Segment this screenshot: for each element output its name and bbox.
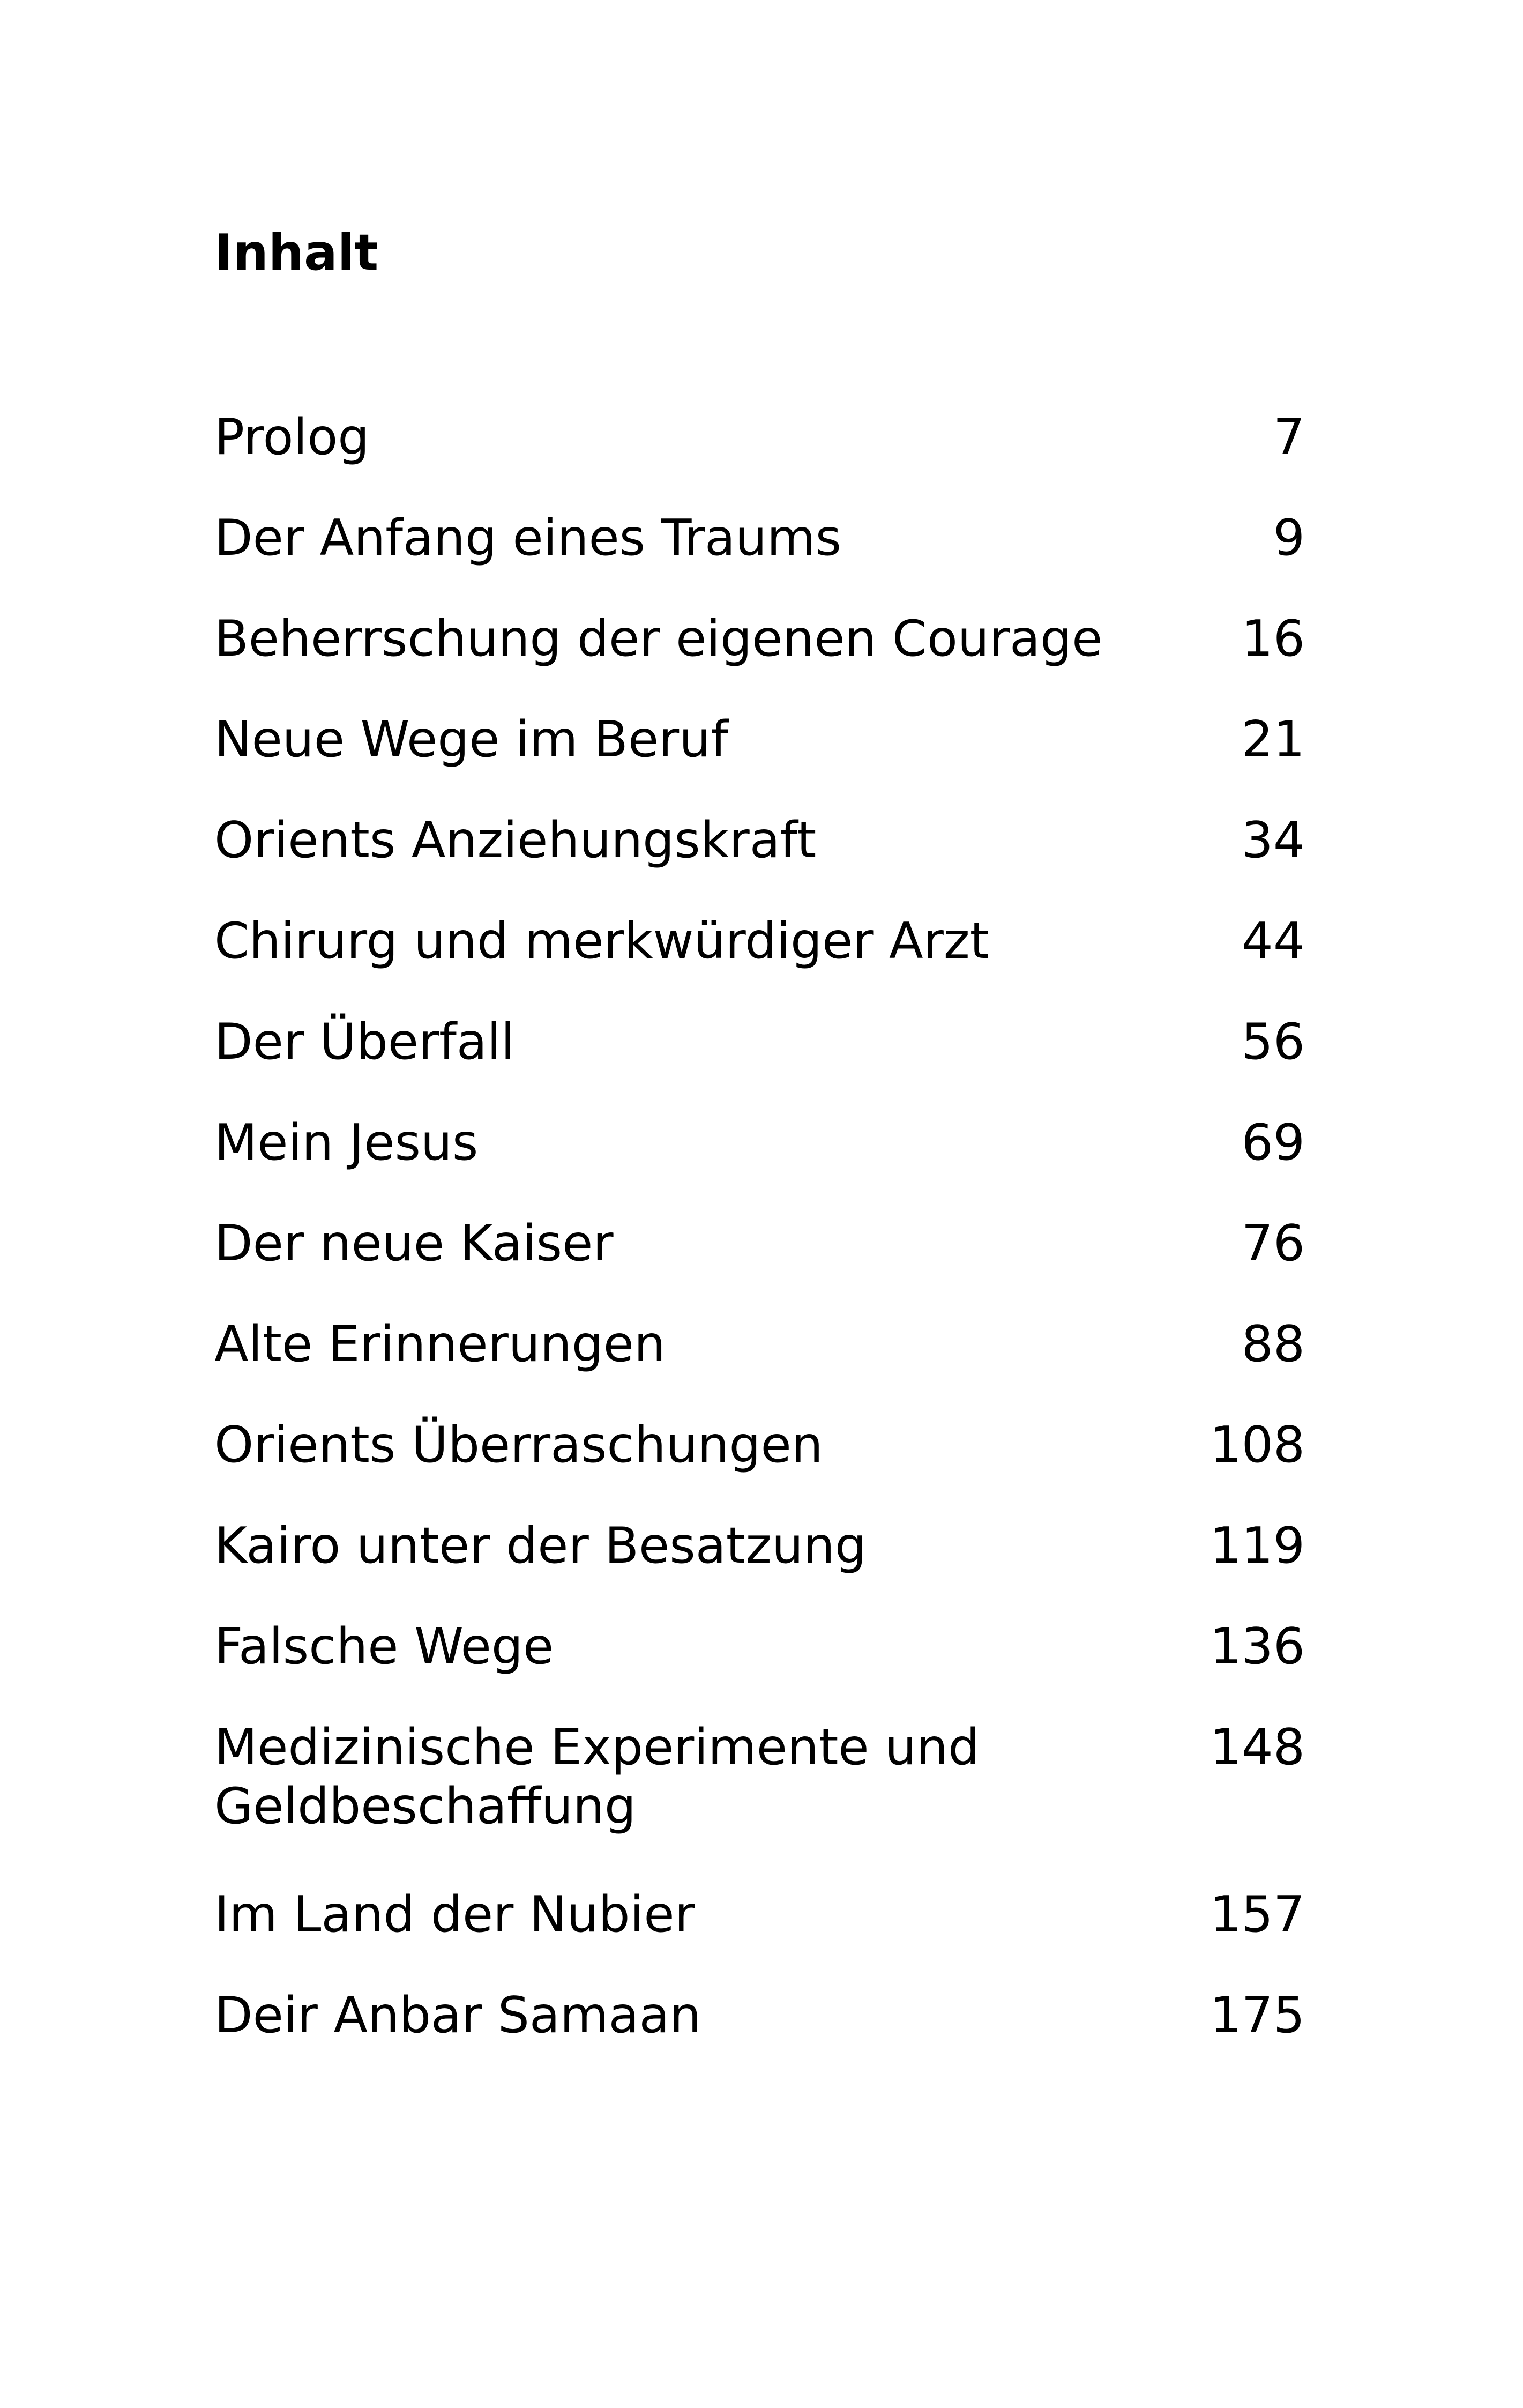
toc-entry-title: Medizinische Experimente und Geldbeschaffung xyxy=(214,1718,980,1835)
toc-entry-page: 175 xyxy=(1210,1986,1305,2044)
toc-entry-page: 21 xyxy=(1241,710,1305,768)
toc-entry-page: 9 xyxy=(1273,509,1305,567)
toc-entry-page: 157 xyxy=(1210,1885,1305,1943)
toc-entry-title: Alte Erinnerungen xyxy=(214,1315,666,1373)
toc-entry-page: 69 xyxy=(1241,1113,1305,1171)
toc-entry-title: Mein Jesus xyxy=(214,1113,479,1171)
toc-entry-title: Prolog xyxy=(214,408,370,466)
toc-entry-title: Chirurg und merkwürdiger Arzt xyxy=(214,912,990,970)
toc-entry-page: 119 xyxy=(1210,1517,1305,1574)
toc-entry-title: Der Anfang eines Traums xyxy=(214,509,842,567)
toc-entry-page: 7 xyxy=(1273,408,1305,466)
toc-entry-title: Kairo unter der Besatzung xyxy=(214,1517,867,1574)
toc-entry-page: 108 xyxy=(1210,1416,1305,1474)
toc-entry-title: Orients Anziehungskraft xyxy=(214,811,817,869)
toc-entry-title: Deir Anbar Samaan xyxy=(214,1986,701,2044)
toc-entry-title: Im Land der Nubier xyxy=(214,1885,695,1943)
toc-entry-page: 76 xyxy=(1241,1214,1305,1272)
toc-entry-page: 136 xyxy=(1210,1617,1305,1675)
toc-entry-title: Der Überfall xyxy=(214,1013,515,1071)
toc-entry-title: Neue Wege im Beruf xyxy=(214,710,728,768)
toc-heading: Inhalt xyxy=(214,224,379,281)
toc-entry-page: 88 xyxy=(1241,1315,1305,1373)
toc-entry-page: 56 xyxy=(1241,1013,1305,1071)
toc-entry-page: 44 xyxy=(1241,912,1305,970)
toc-entry-page: 34 xyxy=(1241,811,1305,869)
toc-entry-title: Beherrschung der eigenen Courage xyxy=(214,610,1103,667)
toc-entry-title: Falsche Wege xyxy=(214,1617,554,1675)
toc-entry-title: Orients Überraschungen xyxy=(214,1416,823,1474)
toc-entry-page: 16 xyxy=(1241,610,1305,667)
toc-entry-page: 148 xyxy=(1210,1718,1305,1776)
toc-entry-title: Der neue Kaiser xyxy=(214,1214,614,1272)
